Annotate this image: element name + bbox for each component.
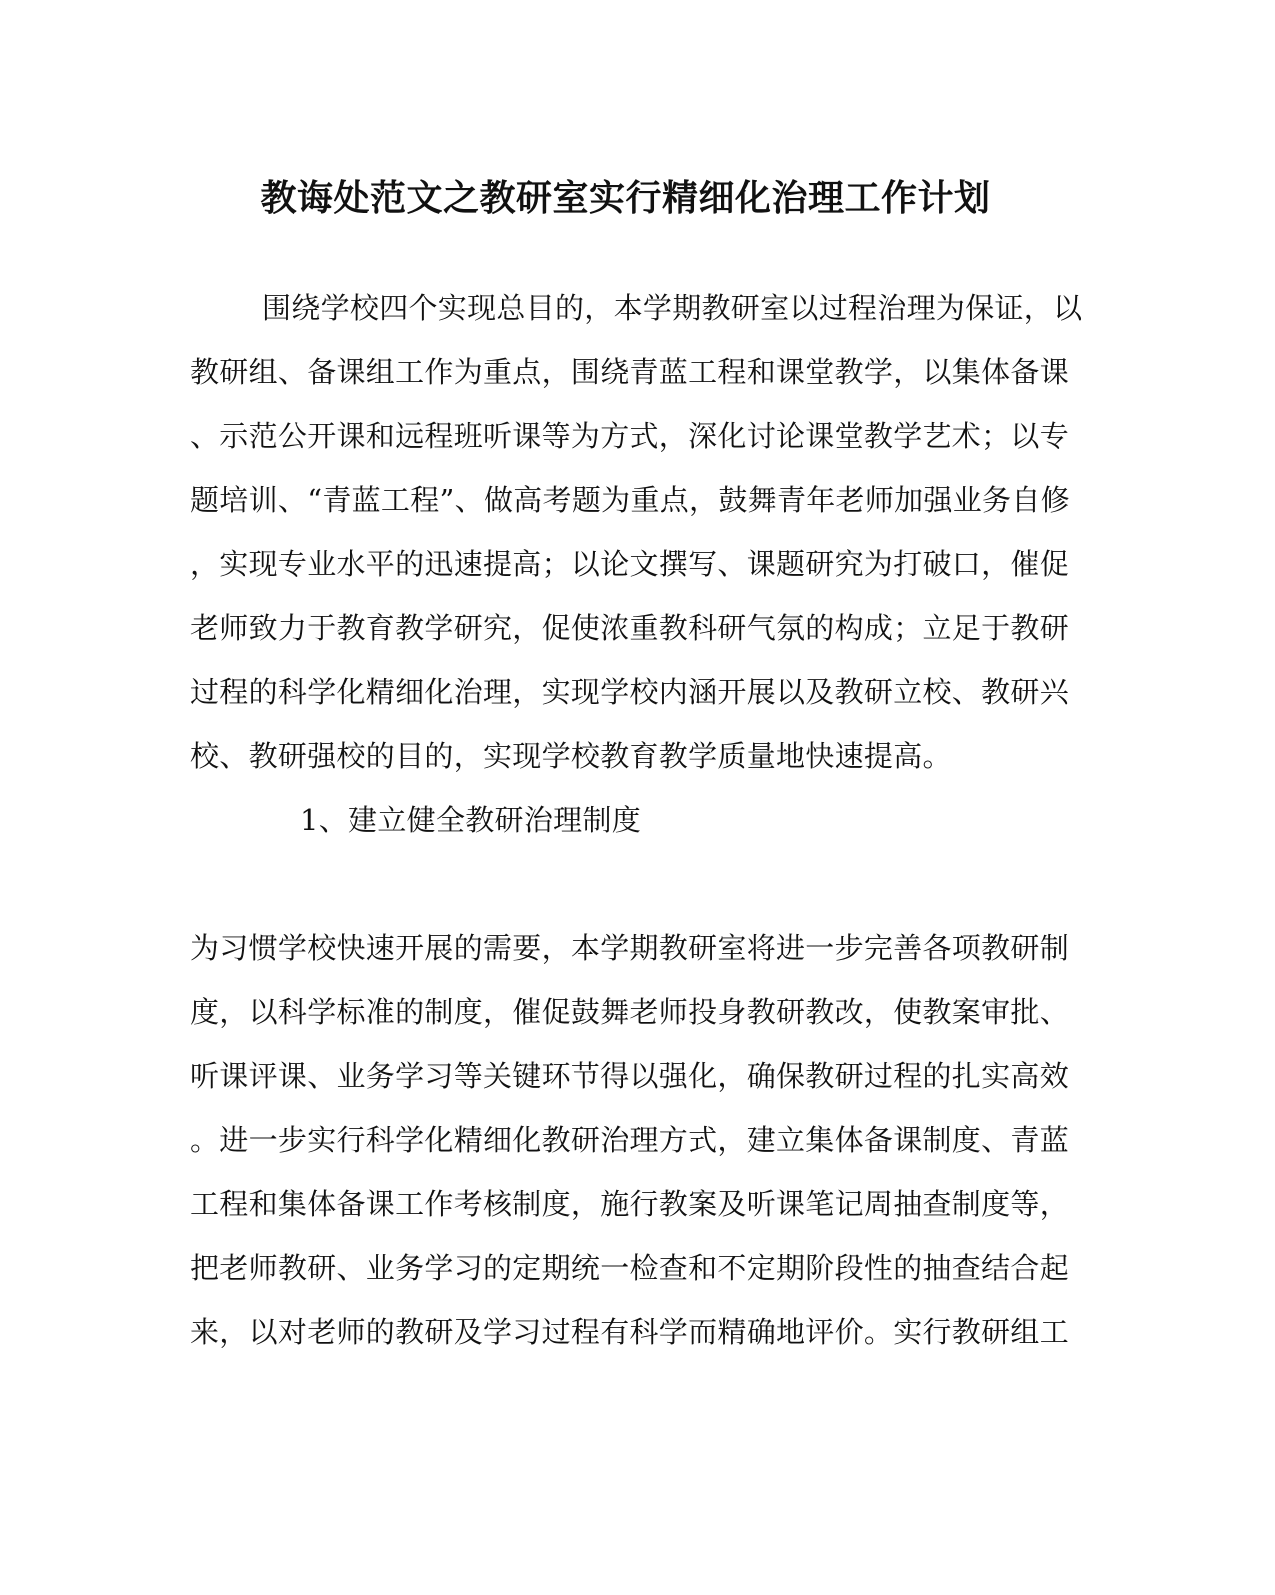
paragraph-line: ，实现专业水平的迅速提高；以论文撰写、课题研究为打破口，催促 [190, 547, 1070, 581]
paragraph-line: 教研组、备课组工作为重点，围绕青蓝工程和课堂教学，以集体备课 [190, 355, 1070, 389]
paragraph-line: 过程的科学化精细化治理，实现学校内涵开展以及教研立校、教研兴 [190, 675, 1070, 709]
paragraph-line: 工程和集体备课工作考核制度，施行教案及听课笔记周抽查制度等， [190, 1187, 1070, 1221]
section-heading: 1、建立健全教研治理制度 [300, 803, 642, 837]
paragraph-line: 校、教研强校的目的，实现学校教育教学质量地快速提高。 [190, 739, 952, 773]
paragraph-line: 老师致力于教育教学研究，促使浓重教科研气氛的构成；立足于教研 [190, 611, 1070, 645]
paragraph-line: 度，以科学标准的制度，催促鼓舞老师投身教研教改，使教案审批、 [190, 995, 1070, 1029]
paragraph-line: 题培训、“青蓝工程”、做高考题为重点，鼓舞青年老师加强业务自修 [190, 483, 1070, 517]
paragraph-line: 围绕学校四个实现总目的，本学期教研室以过程治理为保证，以 [262, 291, 1083, 325]
document-title: 教诲处范文之教研室实行精细化治理工作计划 [260, 177, 991, 219]
paragraph-line: 把老师教研、业务学习的定期统一检查和不定期阶段性的抽查结合起 [190, 1251, 1070, 1285]
paragraph-line: 为习惯学校快速开展的需要，本学期教研室将进一步完善各项教研制 [190, 931, 1070, 965]
paragraph-line: 、示范公开课和远程班听课等为方式，深化讨论课堂教学艺术；以专 [190, 419, 1070, 453]
paragraph-line: 。进一步实行科学化精细化教研治理方式，建立集体备课制度、青蓝 [190, 1123, 1070, 1157]
paragraph-line: 来，以对老师的教研及学习过程有科学而精确地评价。实行教研组工 [190, 1315, 1070, 1349]
paragraph-line: 听课评课、业务学习等关键环节得以强化，确保教研过程的扎实高效 [190, 1059, 1070, 1093]
